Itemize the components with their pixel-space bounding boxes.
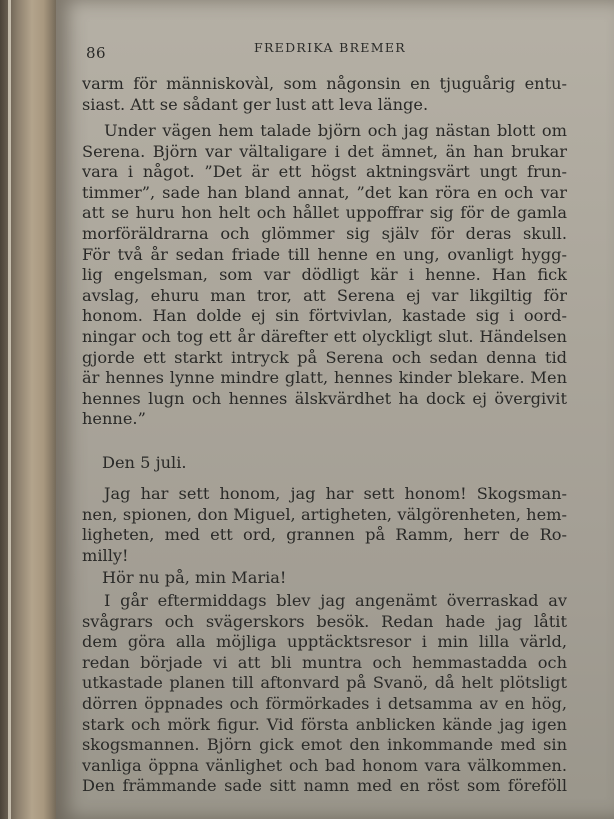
text-line: henne.” bbox=[82, 409, 146, 429]
text-line: svågrars och svägerskors besök. Redan hade jag låtit bbox=[82, 611, 567, 631]
paragraph-visit bbox=[82, 591, 567, 797]
text-line: I går eftermiddags blev jag angenämt överraskad av bbox=[104, 591, 567, 610]
text-line: dörren öppnades och förmörkades i detsamma av en hög, bbox=[82, 693, 567, 713]
text-line: att se huru hon helt och hållet uppoffrar sig för de gamla bbox=[82, 203, 567, 223]
text-line: lig engelsman, som var dödligt kär i henne. Han fick bbox=[82, 265, 567, 285]
text-line: varm för människovàl, som någonsin en tjuguårig entu- bbox=[82, 74, 567, 93]
text-line: utkastade planen till aftonvard på Svanö, då helt plötsligt bbox=[82, 673, 567, 693]
book-page bbox=[56, 0, 614, 819]
text-line: ligheten, med ett ord, grannen på Ramm, herr de Ro- bbox=[82, 525, 567, 545]
text-line: stark och mörk figur. Vid första anblicken kände jag igen bbox=[82, 714, 567, 734]
book-binding bbox=[0, 0, 58, 819]
greeting: Hör nu på, min Maria! bbox=[102, 568, 287, 587]
greeting-line bbox=[82, 568, 567, 589]
text-line: För två år sedan friade till henne en ung, ovanligt hygg- bbox=[82, 244, 567, 264]
text-line: Jag har sett honom, jag har sett honom! Skogsman- bbox=[104, 484, 567, 503]
text-line: Den främmande sade sitt namn med en röst som föreföll bbox=[82, 776, 567, 796]
text-line: vanliga öppna vänlighet och bad honom vara välkommen. bbox=[82, 755, 567, 775]
page-edges bbox=[8, 0, 11, 819]
text-line: siast. Att se sådant ger lust att leva länge. bbox=[82, 94, 429, 114]
text-line: morföräldrarna och glömmer sig själv för deras skull. bbox=[82, 223, 567, 243]
text-line: skogsmannen. Björn gick emot den inkommande med sin bbox=[82, 735, 567, 755]
text-line: Under vägen hem talade björn och jag nästan blott om bbox=[104, 121, 567, 140]
text-line: dem göra alla möjliga upptäcktsresor i min lilla värld, bbox=[82, 632, 567, 652]
text-line: avslag, ehuru man tror, att Serena ej var likgiltig för bbox=[82, 285, 567, 305]
page-number: 86 bbox=[86, 44, 107, 62]
paragraph-bjorn-on-serena bbox=[82, 121, 567, 430]
running-head: FREDRIKA BREMER bbox=[254, 40, 406, 55]
text-line: milly! bbox=[82, 545, 129, 565]
text-line: gjorde ett starkt intryck på Serena och sedan denna tid bbox=[82, 347, 567, 367]
text-line: timmer”, sade han bland annat, ”det kan röra en och var bbox=[82, 182, 567, 202]
paragraph-continuation bbox=[82, 74, 567, 115]
text-line: nen, spionen, don Miguel, artigheten, välgörenheten, hem- bbox=[82, 504, 567, 524]
text-line: hennes lugn och hennes älskvärdhet ha dock ej övergivit bbox=[82, 388, 567, 408]
text-line: redan började vi att bli muntra och hemmastadda och bbox=[82, 652, 567, 672]
text-line: vara i något. ”Det är ett högst aktningsvärt ungt frun- bbox=[82, 162, 567, 182]
date-heading: Den 5 juli. bbox=[102, 453, 187, 472]
text-line: är hennes lynne mindre glatt, hennes kinder blekare. Men bbox=[82, 368, 567, 388]
text-line: Serena. Björn var vältaligare i det ämnet, än han brukar bbox=[82, 141, 567, 161]
text-line: ningar och tog ett år därefter ett olyckligt slut. Händelsen bbox=[82, 326, 567, 346]
text-line: honom. Han dolde ej sin förtvivlan, kastade sig i oord- bbox=[82, 306, 567, 326]
page-header bbox=[82, 38, 567, 62]
diary-date bbox=[82, 453, 567, 474]
paragraph-seen-him bbox=[82, 484, 567, 566]
